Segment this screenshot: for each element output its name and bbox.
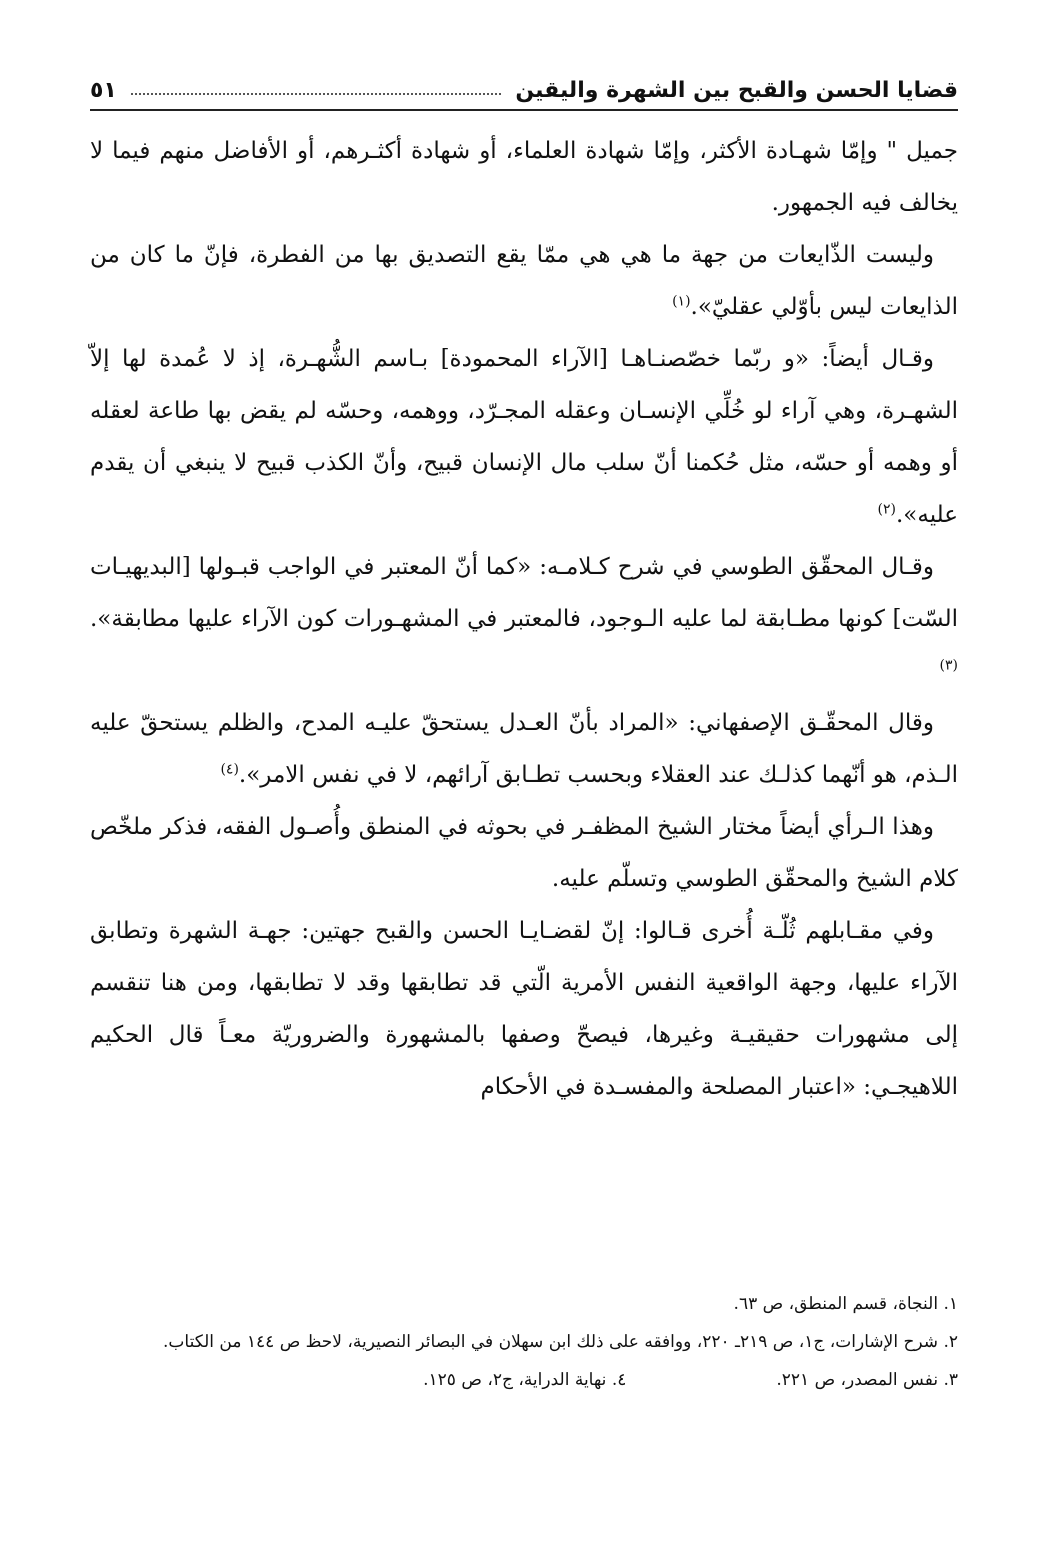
footnote-ref-1: (١) — [672, 293, 691, 310]
footnote-ref-3: (٣) — [939, 657, 958, 674]
header-dotted-leader — [131, 92, 501, 95]
footnote-1: ١. النجاة، قسم المنطق، ص ٦٣. — [733, 1294, 958, 1314]
footnote-row-3-4 — [90, 1361, 958, 1399]
page-header — [90, 55, 958, 111]
footnotes — [90, 1285, 958, 1399]
book-page — [90, 55, 958, 1505]
paragraph-7: وفي مقـابلهم ثُلّـة أُخرى قـالوا: إنّ لقضـايـا الحسن والقبح جهتين: جهـة الشهرة وتطابق الآراء عليها، وجهة الواقعية النفس الأمرية الّتي قد تطابقها وقد لا تطابقها، ومن هنا تنقسم إلى مشهورات حقيقيـة وغيرها، فيصحّ وصفها بالمشهورة والضروريّة معـاً قال الحكيم اللاهيجـي: «اعتبار المصلحة والمفسـدة في الأحكام — [90, 918, 958, 1100]
paragraph-2: وليست الذّايعات من جهة ما هي هي ممّا يقع التصديق بها من الفطرة، فإنّ ما كان من الذايعات ليس بأوّلي عقليّ».$^{(١)}$ — [90, 242, 958, 320]
paragraph-5: وقال المحقّـق الإصفهاني: «المراد بأنّ العـدل يستحقّ عليـه المدح، والظلم يستحقّ عليه الـذم، هو أنّهما كذلـك عند العقلاء وبحسب تطـابق آرائهم، لا في نفس الامر».$^{(٤)}$ — [90, 710, 958, 788]
footnote-3: ٣. نفس المصدر، ص ٢٢١. — [776, 1370, 958, 1390]
footnote-ref-2: (٢) — [877, 501, 896, 518]
footnote-4: ٤. نهاية الدراية، ج٢، ص ١٢٥. — [423, 1370, 627, 1390]
paragraph-3: وقـال أيضاً: «و ربّما خصّصنـاهـا [الآراء المحمودة] بـاسم الشُّهـرة، إذ لا عُمدة لها إلاّ الشهـرة، وهي آراء لو خُلِّي الإنسـان وعقله المجـرّد، ووهمه، وحسّه لم يقض بها طاعة لعقله أو وهمه أو حسّه، مثل حُكمنا أنّ سلب مال الإنسان قبيح، وأنّ الكذب قبيح لا ينبغي أن يقدم عليه».$^{(٢)}$ — [90, 346, 958, 528]
footnote-2: ٢. شرح الإشارات، ج١، ص ٢١٩ـ ٢٢٠، ووافقه على ذلك ابن سهلان في البصائر النصيرية، لاحظ ص ١٤٤ من الكتاب. — [163, 1332, 958, 1352]
main-text — [90, 125, 958, 1113]
paragraph-1: جميل " وإمّا شهـادة الأكثر، وإمّا شهادة العلماء، أو شهادة أكثـرهم، أو الأفاضل منهم فيما لا يخالف فيه الجمهور. — [90, 138, 959, 216]
footnote-ref-4: (٤) — [220, 761, 239, 778]
page-number: ٥١ — [90, 78, 117, 103]
paragraph-4: وقـال المحقّق الطوسي في شرح كـلامـه: «كما أنّ المعتبر في الواجب قبـولها [البديهيـات السّت] كونها مطـابقة لما عليه الـوجود، فالمعتبر في المشهـورات كون الآراء عليها مطابقة».$^{(٣)}$ — [90, 554, 958, 674]
running-title: قضايا الحسن والقبح بين الشهرة واليقين — [515, 78, 958, 103]
paragraph-6: وهذا الـرأي أيضاً مختار الشيخ المظفـر في بحوثه في المنطق وأُصـول الفقه، فذكر ملخّص كلام الشيخ والمحقّق الطوسي وتسلّم عليه. — [90, 814, 958, 892]
